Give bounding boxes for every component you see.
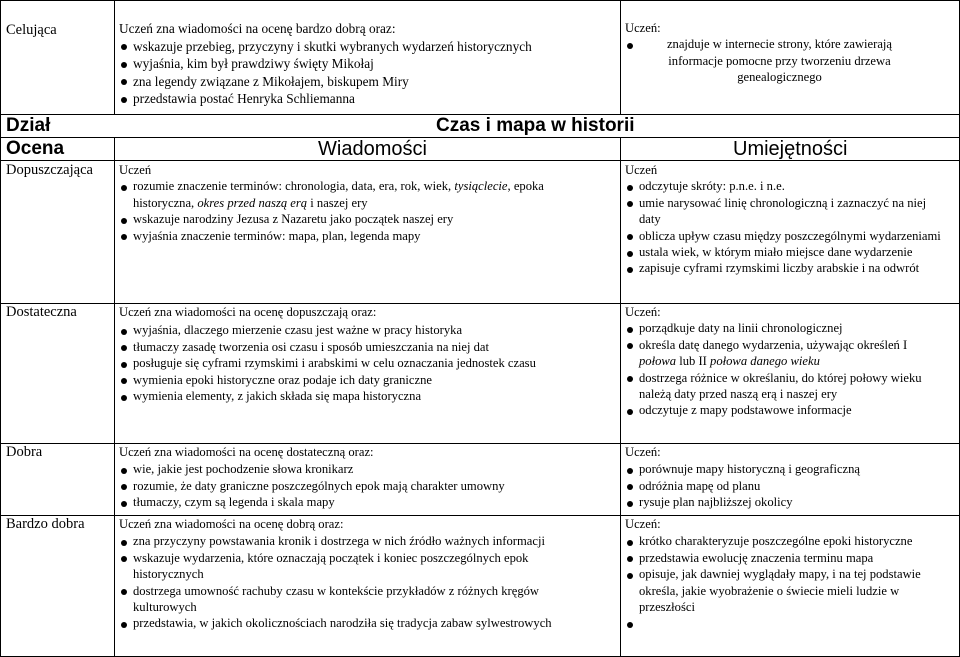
row-bardzo-dobra [0, 515, 960, 657]
list-item: wyjaśnia, kim był prawdziwy święty Mikołaj [119, 55, 620, 73]
grade-label: Dobra [6, 444, 43, 460]
list-item: określa datę danego wydarzenia, używając określeń I połowa lub II połowa danego wieku [625, 337, 944, 370]
knowledge-intro: Uczeń zna wiadomości na ocenę bardzo dobrą oraz: [119, 21, 396, 36]
list-item [625, 615, 948, 631]
grade-label: Celująca [6, 22, 57, 38]
row-dostateczna [0, 303, 960, 443]
knowledge-cell [114, 443, 620, 511]
list-item: wskazuje narodziny Jezusa z Nazaretu jako początek naszej ery [119, 211, 580, 227]
list-item: rysuje plan najbliższej okolicy [625, 494, 960, 510]
knowledge-cell [114, 303, 620, 404]
knowledge-intro: Uczeń zna wiadomości na ocenę dopuszczają oraz: [119, 305, 377, 319]
skills-cell [620, 160, 960, 277]
skills-cell [620, 303, 960, 419]
list-item: zapisuje cyframi rzymskimi liczby arabskie i na odwrót [625, 260, 948, 276]
dzial-label: Dział [6, 115, 51, 136]
list-item: posługuje się cyframi rzymskimi i arabskimi w celu oznaczania jednostek czasu [119, 355, 620, 371]
skills-intro: Uczeń [625, 163, 658, 177]
list-item: przedstawia, w jakich okolicznościach narodziła się tradycja zabaw sylwestrowych [119, 615, 590, 631]
grade-label: Bardzo dobra [6, 516, 85, 532]
list-item: wskazuje przebieg, przyczyny i skutki wybranych wydarzeń historycznych [119, 38, 620, 56]
list-item: dostrzega umowność rachuby czasu w kontekście przykładów z różnych kręgów kulturowych [119, 583, 590, 616]
knowledge-cell [114, 515, 620, 632]
knowledge-intro: Uczeń zna wiadomości na ocenę dobrą oraz: [119, 517, 344, 531]
skills-cell [620, 0, 960, 86]
row-dopuszczajaca [0, 160, 960, 303]
knowledge-cell [114, 160, 620, 244]
ocena-header: Ocena [6, 138, 65, 159]
section-title: Czas i mapa w historii [436, 115, 635, 136]
knowledge-cell [114, 0, 620, 108]
list-item: tłumaczy, czym są legenda i skala mapy [119, 494, 620, 510]
list-item: opisuje, jak dawniej wyglądały mapy, i na tej podstawie określa, jakie wyobrażenie o świecie mieli ludzie w przeszłości [625, 566, 948, 615]
list-item: wymienia epoki historyczne oraz podaje ich daty graniczne [119, 372, 620, 388]
list-item: wie, jakie jest pochodzenie słowa kronikarz [119, 461, 620, 477]
list-item: ustala wiek, w którym miało miejsce dane wydarzenie [625, 244, 948, 260]
list-item: porównuje mapy historyczną i geograficzną [625, 461, 960, 477]
list-item: oblicza upływ czasu między poszczególnymi wydarzeniami [625, 228, 948, 244]
skills-intro: Uczeń: [625, 517, 661, 531]
column-header-row [0, 137, 960, 160]
skills-intro: Uczeń: [625, 305, 661, 319]
list-item: odczytuje skróty: p.n.e. i n.e. [625, 178, 948, 194]
list-item: odczytuje z mapy podstawowe informacje [625, 402, 944, 418]
list-item: umie narysować linię chronologiczną i zaznaczyć na niej daty [625, 195, 948, 228]
knowledge-intro: Uczeń [119, 163, 152, 177]
umiejetnosci-header: Umiejętności [733, 138, 848, 160]
list-item: wyjaśnia, dlaczego mierzenie czasu jest ważne w pracy historyka [119, 322, 620, 338]
section-header-row [0, 114, 960, 137]
list-item: krótko charakteryzuje poszczególne epoki historyczne [625, 533, 948, 549]
skills-intro: Uczeń: [625, 445, 661, 459]
list-item: zna przyczyny powstawania kronik i dostrzega w nich źródło ważnych informacji [119, 533, 590, 549]
grade-label: Dopuszczająca [6, 162, 93, 178]
list-item: rozumie znaczenie terminów: chronologia, data, era, rok, wiek, tysiąclecie, epoka historyczna, okres przed naszą erą i naszej ery [119, 178, 580, 211]
row-celujaca [0, 0, 960, 114]
list-item: porządkuje daty na linii chronologicznej [625, 320, 944, 336]
skills-intro: Uczeń: [625, 21, 661, 35]
list-item: odróżnia mapę od planu [625, 478, 960, 494]
knowledge-intro: Uczeń zna wiadomości na ocenę dostateczną oraz: [119, 445, 374, 459]
skills-cell [620, 443, 960, 511]
list-item: rozumie, że daty graniczne poszczególnych epok mają charakter umowny [119, 478, 620, 494]
list-item: wskazuje wydarzenia, które oznaczają początek i koniec poszczególnych epok historycznych [119, 550, 590, 583]
list-item: zna legendy związane z Mikołajem, biskupem Miry [119, 73, 620, 91]
list-item: przedstawia ewolucję znaczenia terminu mapa [625, 550, 948, 566]
skills-cell [620, 515, 960, 631]
list-item: wyjaśnia znaczenie terminów: mapa, plan, legenda mapy [119, 228, 580, 244]
list-item: tłumaczy zasadę tworzenia osi czasu i sposób umieszczania na niej dat [119, 339, 620, 355]
list-item: znajduje w internecie strony, które zawierają informacje pomocne przy tworzeniu drzewa genealogicznego [625, 36, 920, 85]
list-item: wymienia elementy, z jakich składa się mapa historyczna [119, 388, 620, 404]
wiadomosci-header: Wiadomości [318, 138, 427, 160]
row-dobra [0, 443, 960, 515]
list-item: przedstawia postać Henryka Schliemanna [119, 90, 620, 108]
list-item: dostrzega różnice w określaniu, do której połowy wieku należą daty przed naszą erą i naszej ery [625, 370, 944, 403]
grade-label: Dostateczna [6, 304, 77, 320]
